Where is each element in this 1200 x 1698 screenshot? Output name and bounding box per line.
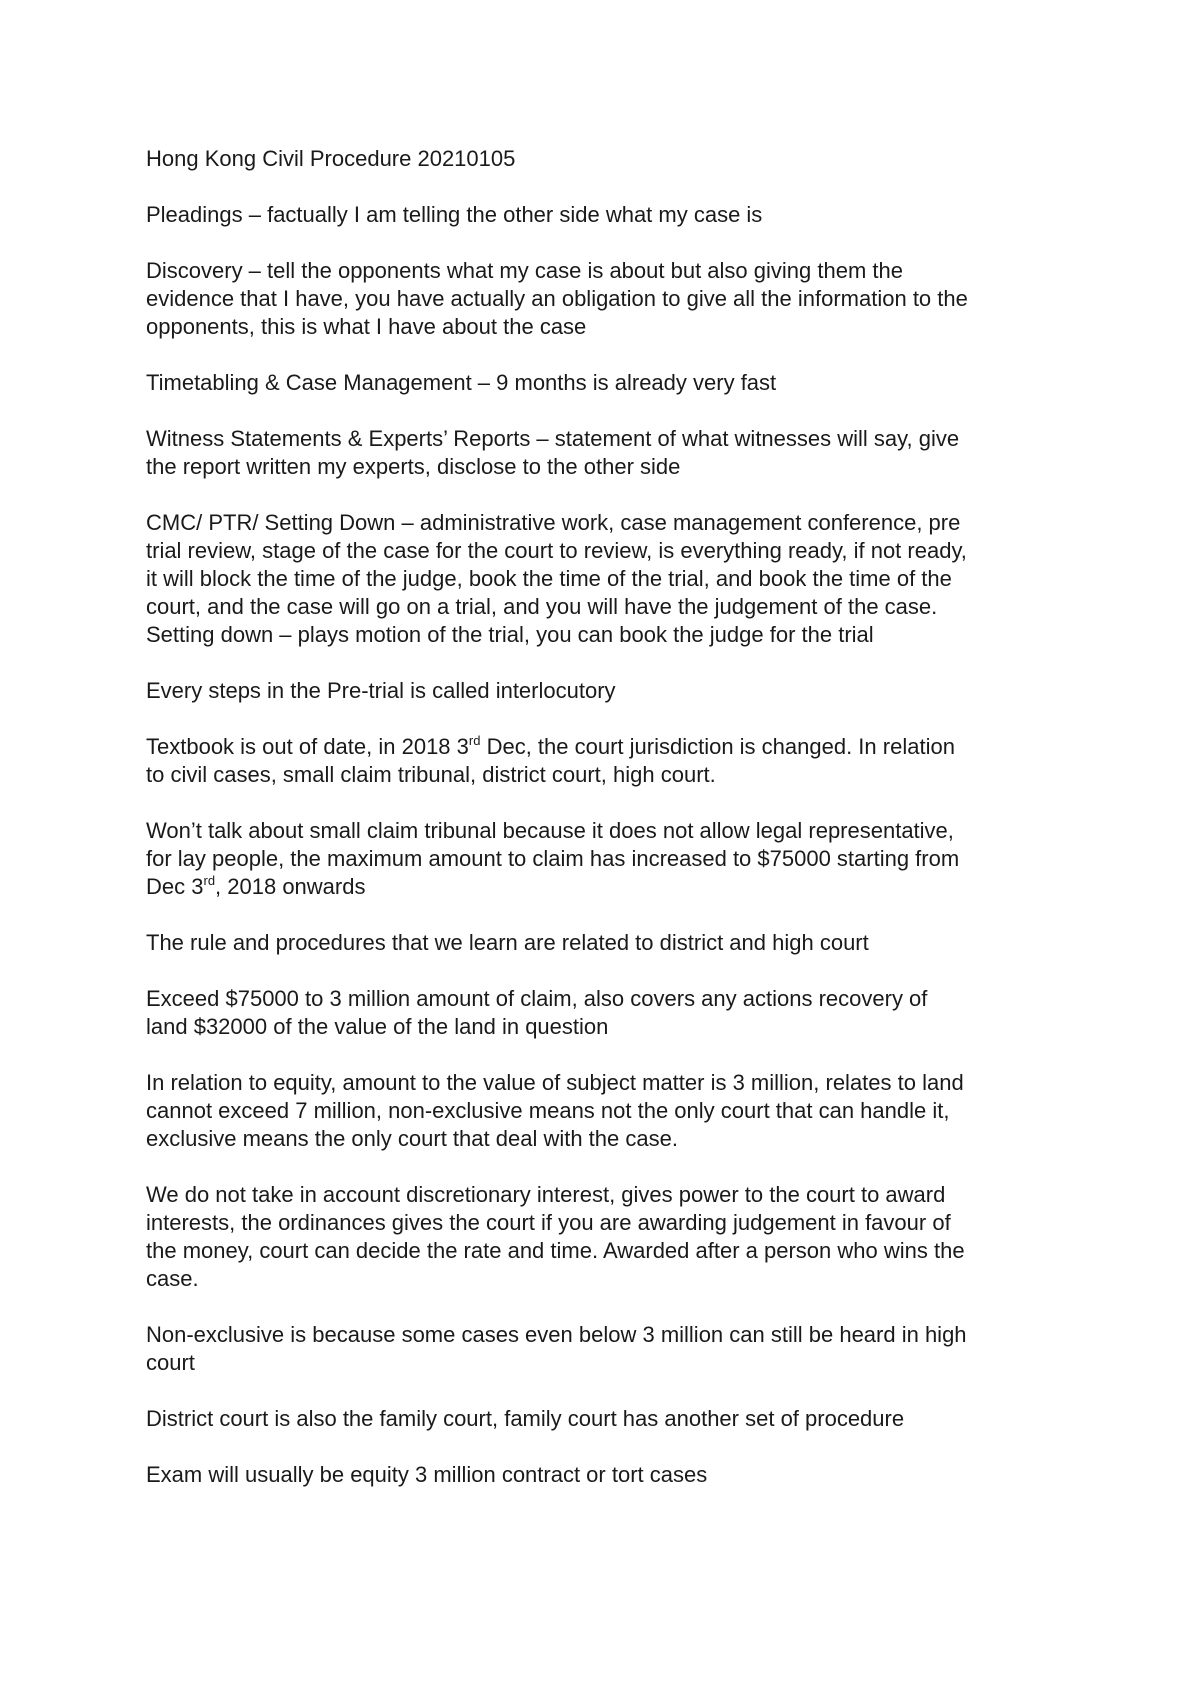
paragraph-line: cannot exceed 7 million, non-exclusive means not the only court that can handle it,: [146, 1098, 950, 1123]
paragraph-line: In relation to equity, amount to the value of subject matter is 3 million, relates to land: [146, 1070, 964, 1095]
paragraph-line: the money, court can decide the rate and time. Awarded after a person who wins the: [146, 1238, 965, 1263]
paragraph-line: Timetabling & Case Management – 9 months is already very fast: [146, 370, 777, 395]
paragraph-line: Discovery – tell the opponents what my case is about but also giving them the: [146, 258, 903, 283]
paragraph: [146, 509, 1076, 649]
title-text: Hong Kong Civil Procedure 20210105: [146, 146, 516, 171]
paragraph-line: The rule and procedures that we learn are related to district and high court: [146, 930, 869, 955]
paragraph-line: opponents, this is what I have about the case: [146, 314, 587, 339]
notes-section-jurisdiction: [146, 929, 1076, 1489]
paragraph-line: Setting down – plays motion of the trial, you can book the judge for the trial: [146, 622, 874, 647]
paragraph-line: court: [146, 1350, 195, 1375]
paragraph: [146, 425, 1076, 481]
paragraph: [146, 1069, 1076, 1153]
paragraph: [146, 369, 1076, 397]
paragraph-line: Every steps in the Pre-trial is called interlocutory: [146, 678, 616, 703]
ordinal-suffix: rd: [468, 732, 481, 748]
paragraph-line: it will block the time of the judge, book the time of the trial, and book the time of the: [146, 566, 952, 591]
paragraph-line: CMC/ PTR/ Setting Down – administrative work, case management conference, pre: [146, 510, 961, 535]
paragraph-small-claims: [146, 817, 1076, 901]
ordinal-suffix: rd: [203, 872, 216, 888]
paragraph-line: Pleadings – factually I am telling the other side what my case is: [146, 202, 763, 227]
paragraph: [146, 677, 1076, 705]
document-page: [146, 145, 1076, 1517]
paragraph-line: District court is also the family court, family court has another set of procedure: [146, 1406, 905, 1431]
paragraph: [146, 929, 1076, 957]
paragraph-line: for lay people, the maximum amount to claim has increased to $75000 starting from: [146, 846, 960, 871]
document-title: [146, 145, 1076, 173]
paragraph-line: the report written my experts, disclose to the other side: [146, 454, 681, 479]
paragraph-line: interests, the ordinances gives the court if you are awarding judgement in favour of: [146, 1210, 951, 1235]
paragraph: [146, 1461, 1076, 1489]
paragraph: [146, 257, 1076, 341]
paragraph-line: to civil cases, small claim tribunal, district court, high court.: [146, 762, 716, 787]
paragraph-line: We do not take in account discretionary interest, gives power to the court to award: [146, 1182, 946, 1207]
paragraph-line: court, and the case will go on a trial, and you will have the judgement of the case.: [146, 594, 938, 619]
paragraph-line: Won’t talk about small claim tribunal because it does not allow legal representative,: [146, 818, 954, 843]
paragraph: [146, 1181, 1076, 1293]
paragraph-line: Textbook is out of date, in 2018 3rd Dec, the court jurisdiction is changed. In relation: [146, 732, 955, 759]
paragraph: [146, 201, 1076, 229]
paragraph-line: trial review, stage of the case for the court to review, is everything ready, if not ready,: [146, 538, 967, 563]
paragraph-line: Exceed $75000 to 3 million amount of claim, also covers any actions recovery of: [146, 986, 928, 1011]
paragraph-line: land $32000 of the value of the land in question: [146, 1014, 609, 1039]
paragraph-textbook: [146, 733, 1076, 789]
paragraph-line: exclusive means the only court that deal with the case.: [146, 1126, 678, 1151]
paragraph: [146, 985, 1076, 1041]
paragraph-line: case.: [146, 1266, 199, 1291]
paragraph-line: Non-exclusive is because some cases even below 3 million can still be heard in high: [146, 1322, 967, 1347]
paragraph-line: evidence that I have, you have actually an obligation to give all the information to the: [146, 286, 968, 311]
paragraph-line: Dec 3rd, 2018 onwards: [146, 872, 366, 899]
paragraph: [146, 1405, 1076, 1433]
paragraph: [146, 1321, 1076, 1377]
paragraph-line: Witness Statements & Experts’ Reports – statement of what witnesses will say, give: [146, 426, 960, 451]
notes-section-procedure: [146, 201, 1076, 705]
paragraph-line: Exam will usually be equity 3 million contract or tort cases: [146, 1462, 708, 1487]
